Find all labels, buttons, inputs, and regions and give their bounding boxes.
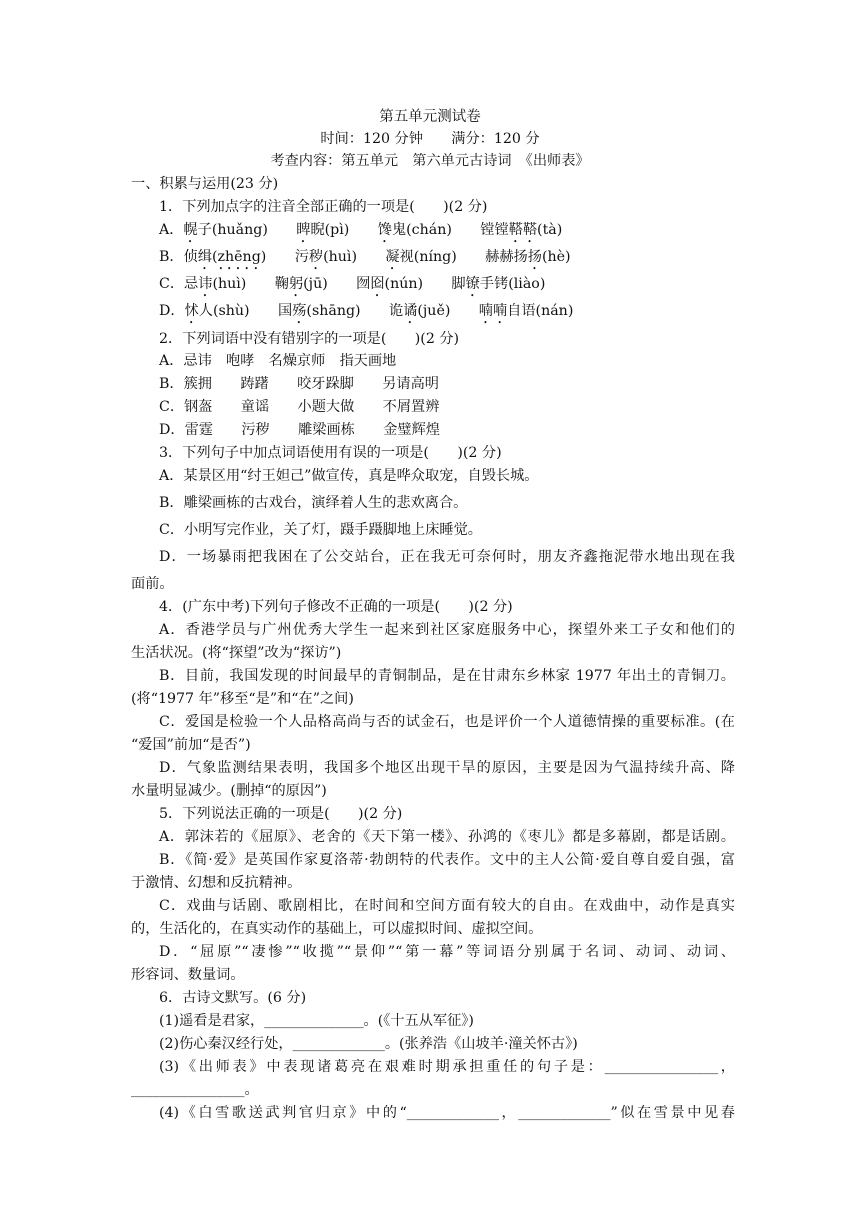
q5-option-a: A．郭沫若的《屈原》、老舍的《天下第一楼》、孙鸿的《枣儿》都是多幕剧，都是话剧。: [159, 829, 735, 845]
q4-option-d-line2: 水量明显减少。(删掉“的原因”): [131, 783, 327, 799]
q5-option-c-line1: C．戏曲与话剧、歌剧相比，在时间和空间方面有较大的自由。在戏曲中，动作是真实: [159, 898, 735, 914]
q5-option-d-line1: D．“屈原”“凄惨”“收揽”“景仰”“第一幕”等词语分别属于名词、动词、动词、: [159, 944, 735, 960]
q6-item-3-line2: ________________。: [131, 1082, 259, 1098]
q5-option-b-line2: 于激情、幻想和反抗精神。: [131, 875, 302, 891]
q3-stem: 3．下列句子中加点词语使用有误的一项是( )(2 分): [159, 445, 502, 461]
q4-stem: 4．(广东中考)下列句子修改不正确的一项是( )(2 分): [159, 599, 513, 615]
q1-option-a: A．幌子(huǎng) 睥睨(pì) 馋鬼(chán) 镗镗鞳鞳(tà): [159, 222, 563, 238]
q1-option-c: C．忌讳(huì) 鞠躬(jū) 囫囵(nún) 脚镣手铐(liào): [159, 276, 546, 292]
q4-option-c-line1: C．爱国是检验一个人品格高尚与否的试金石，也是评价一个人道德情操的重要标准。(在: [159, 714, 735, 730]
q3-option-c: C．小明写完作业，关了灯，蹑手蹑脚地上床睡觉。: [159, 522, 482, 538]
q6-item-4: (4)《白雪歌送武判官归京》中的“_____________，_____________”似在雪景中见春: [159, 1105, 735, 1121]
q4-option-a-line1: A．香港学员与广州优秀大学生一起来到社区家庭服务中心，探望外来工子女和他们的: [159, 622, 735, 638]
q6-stem: 6．古诗文默写。(6 分): [159, 990, 307, 1006]
q3-option-d-line1: D．一场暴雨把我困在了公交站台，正在我无可奈何时，朋友齐鑫拖泥带水地出现在我: [159, 549, 735, 565]
q1-option-b: B．侦缉(zhēng) 污秽(huì) 凝视(níng) 赫赫扬扬(hè): [159, 249, 571, 265]
q4-option-d-line1: D．气象监测结果表明，我国多个地区出现干旱的原因，主要是因为气温持续升高、降: [159, 760, 735, 776]
q2-option-c: C．钢盔 童谣 小题大做 不屑置辨: [159, 399, 440, 415]
q3-option-b: B．雕梁画栋的古戏台，演绎着人生的悲欢离合。: [159, 495, 468, 511]
exam-scope: 考查内容：第五单元 第六单元古诗词 《出师表》: [270, 153, 590, 169]
q4-option-b-line2: (将“1977 年”移至“是”和“在”之间): [131, 691, 354, 707]
q2-stem: 2．下列词语中没有错别字的一项是( )(2 分): [159, 331, 460, 347]
q5-option-d-line2: 形容词、数量词。: [131, 967, 245, 983]
q2-option-d: D．雷霆 污秽 雕梁画栋 金璧辉煌: [159, 422, 440, 438]
q1-stem: 1．下列加点字的注音全部正确的一项是( )(2 分): [159, 199, 488, 215]
q6-item-1: (1)遥看是君家，______________。(《十五从军征》): [159, 1013, 474, 1029]
q6-item-2: (2)伤心秦汉经行处，_____________。(张养浩《山坡羊·潼关怀古》): [159, 1036, 578, 1052]
q2-option-a: A．忌讳 咆哮 名燥京师 指天画地: [159, 353, 397, 369]
q5-option-b-line1: B．《简·爱》是英国作家夏洛蒂·勃朗特的代表作。文中的主人公简·爱自尊自爱自强，富: [159, 852, 735, 868]
q4-option-a-line2: 生活状况。(将“探望”改为“探访”): [131, 645, 342, 661]
q5-stem: 5．下列说法正确的一项是( )(2 分): [159, 806, 403, 822]
q5-option-c-line2: 的，生活化的，在真实动作的基础上，可以虚拟时间、虚拟空间。: [131, 921, 543, 937]
q3-option-a: A．某景区用“纣王妲己”做宣传，真是哗众取宠，自毁长城。: [159, 468, 539, 484]
q1-option-d: D．怵人(shù) 国殇(shāng) 诡谲(juě) 喃喃自语(nán): [159, 303, 574, 319]
exam-title: 第五单元测试卷: [379, 109, 481, 125]
q4-option-b-line1: B．目前，我国发现的时间最早的青铜制品，是在甘肃东乡林家 1977 年出土的青铜刀。: [159, 668, 735, 684]
q6-item-3-line1: (3)《出师表》中表现诸葛亮在艰难时期承担重任的句子是：________________，: [159, 1059, 735, 1075]
section-heading: 一、积累与运用(23 分): [131, 176, 279, 192]
q2-option-b: B．簇拥 踌躇 咬牙跺脚 另请高明: [159, 376, 439, 392]
q3-option-d-line2: 面前。: [131, 576, 174, 592]
time-score: 时间：120 分钟 满分：120 分: [320, 131, 540, 147]
q4-option-c-line2: “爱国”前加“是否”): [131, 737, 251, 753]
